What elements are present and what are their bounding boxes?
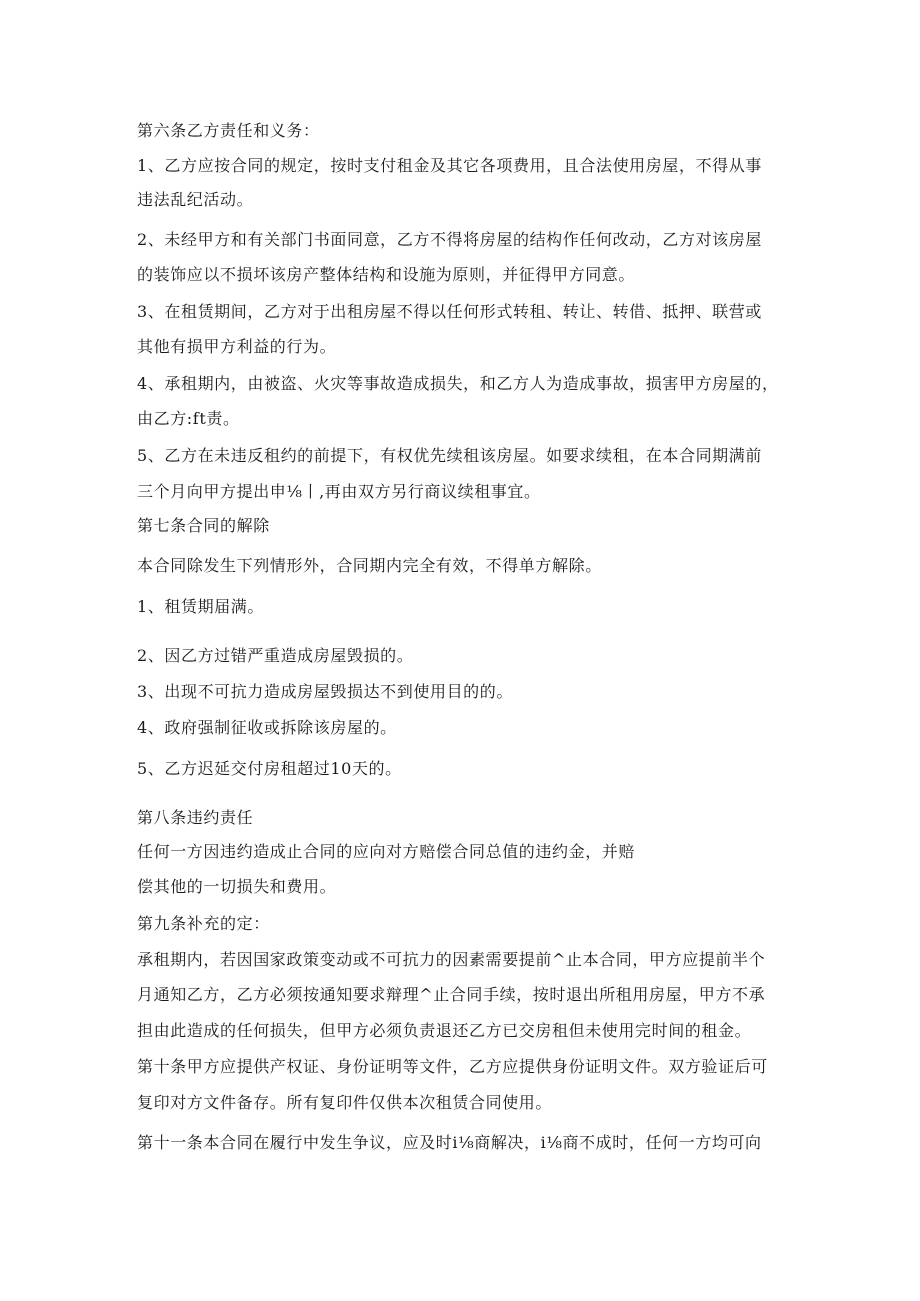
article-10-line-1: 第十条甲方应提供产权证、身份证明等文件，乙方应提供身份证明文件。双方验证后可: [137, 1057, 768, 1076]
article-6-clause-5-line-1: 5、乙方在未违反租约的前提下，有权优先续租该房屋。如要求续租，在本合同期满前: [137, 446, 762, 465]
article-6-clause-4-line-1: 4、承租期内，由被盗、火灾等事故造成损失，和乙方人为造成事故，损害甲方房屋的，: [137, 374, 779, 393]
article-7-item-4: 4、政府强制征收或拆除该房屋的。: [137, 718, 397, 737]
article-7-item-3: 3、出现不可抗力造成房屋毁损达不到使用目的的。: [137, 682, 513, 701]
article-6-clause-1-line-1: 1、乙方应按合同的规定，按时支付租金及其它各项费用，且合法使用房屋，不得从事: [137, 156, 762, 175]
article-9-line-1: 承租期内，若因国家政策变动或不可抗力的因素需要提前^止本合同，甲方应提前半个: [137, 950, 766, 969]
article-10-line-2: 复印对方文件备存。所有复印件仅供本次租赁合同使用。: [137, 1093, 553, 1112]
article-7-heading: 第七条合同的解除: [137, 516, 270, 535]
article-6-clause-5-line-2: 三个月向甲方提出申⅛丨,再由双方另行商议续租事宜。: [137, 482, 541, 501]
article-9-heading: 第九条补充的定：: [137, 914, 270, 933]
article-8-heading: 第八条违约责任: [137, 808, 254, 827]
article-7-intro: 本合同除发生下列情形外，合同期内完全有效，不得单方解除。: [137, 556, 602, 575]
article-9-line-3: 担由此造成的任何损失，但甲方必须负责退还乙方已交房租但未使用完时间的租金。: [137, 1021, 752, 1040]
article-6-clause-4-line-2: 由乙方:ft责。: [137, 409, 240, 428]
article-8-line-1: 任何一方因违约造成止合同的应向对方赔偿合同总值的违约金，并赔: [137, 842, 636, 861]
article-6-clause-2-line-1: 2、未经甲方和有关部门书面同意，乙方不得将房屋的结构作任何改动，乙方对该房屋: [137, 230, 762, 249]
article-7-item-1: 1、租赁期届满。: [137, 597, 264, 616]
article-7-item-5: 5、乙方迟延交付房租超过10天的。: [137, 759, 402, 778]
article-6-clause-2-line-2: 的装饰应以不损坏该房产整体结构和设施为原则，并征得甲方同意。: [137, 265, 636, 284]
article-6-clause-3-line-1: 3、在租赁期间，乙方对于出租房屋不得以任何形式转租、转让、转借、抵押、联营或: [137, 302, 762, 321]
article-9-line-2: 月通知乙方，乙方必须按通知要求辩理^止合同手续，按时退出所租用房屋，甲方不承: [137, 985, 766, 1004]
article-7-item-2: 2、因乙方过错严重造成房屋毁损的。: [137, 646, 414, 665]
article-6-clause-3-line-2: 其他有损甲方利益的行为。: [137, 337, 337, 356]
article-11-line-1: 第十一条本合同在履行中发生争议，应及时i⅛商解决，i⅛商不成时，任何一方均可向: [137, 1133, 762, 1152]
article-8-line-2: 偿其他的一切损失和费用。: [137, 877, 337, 896]
article-6-heading: 第六条乙方责任和义务：: [137, 121, 320, 140]
article-6-clause-1-line-2: 违法乱纪活动。: [137, 190, 254, 209]
